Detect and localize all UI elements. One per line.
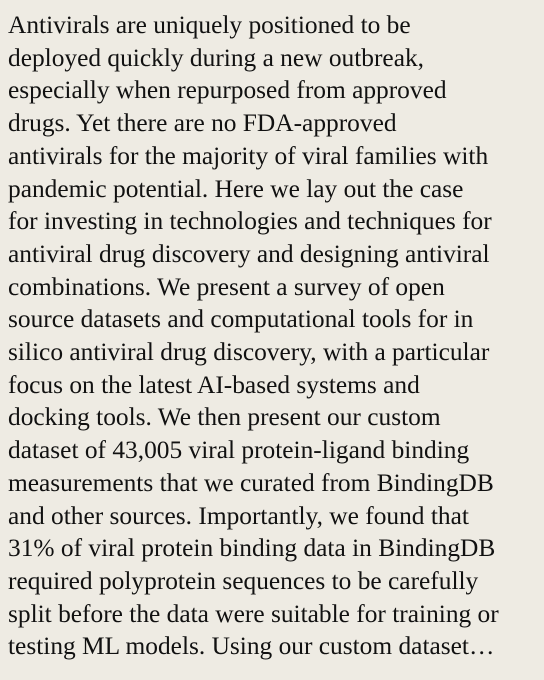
abstract-line: testing ML models. Using our custom dataset… — [8, 632, 495, 661]
abstract-line: 31% of viral protein binding data in BindingDB — [8, 534, 496, 563]
abstract-line: silico antiviral drug discovery, with a particular — [8, 338, 490, 367]
abstract-line: dataset of 43,005 viral protein-ligand binding — [8, 436, 470, 465]
abstract-line: Antivirals are uniquely positioned to be — [8, 11, 411, 39]
abstract-line: docking tools. We then present our custom — [8, 403, 441, 432]
abstract-line: and other sources. Importantly, we found that — [8, 501, 469, 530]
abstract-line: antiviral drug discovery and designing antiviral — [8, 239, 490, 268]
abstract-line: required polyprotein sequences to be carefully — [8, 566, 479, 595]
abstract-line: focus on the latest AI-based systems and — [8, 370, 420, 399]
abstract-line: deployed quickly during a new outbreak, — [8, 43, 425, 72]
abstract-line: split before the data were suitable for training or — [8, 599, 499, 628]
abstract-line: measurements that we curated from BindingDB — [8, 468, 494, 497]
abstract-line: especially when repurposed from approved — [8, 76, 447, 105]
abstract-line: drugs. Yet there are no FDA-approved — [8, 109, 397, 138]
abstract-line: pandemic potential. Here we lay out the case — [8, 174, 464, 203]
abstract-text — [8, 9, 540, 663]
abstract-line: source datasets and computational tools for in — [8, 305, 474, 334]
abstract-line: for investing in technologies and techniques for — [8, 207, 492, 236]
abstract-line: antivirals for the majority of viral families with — [8, 141, 489, 170]
abstract-line: combinations. We present a survey of open — [8, 272, 445, 301]
